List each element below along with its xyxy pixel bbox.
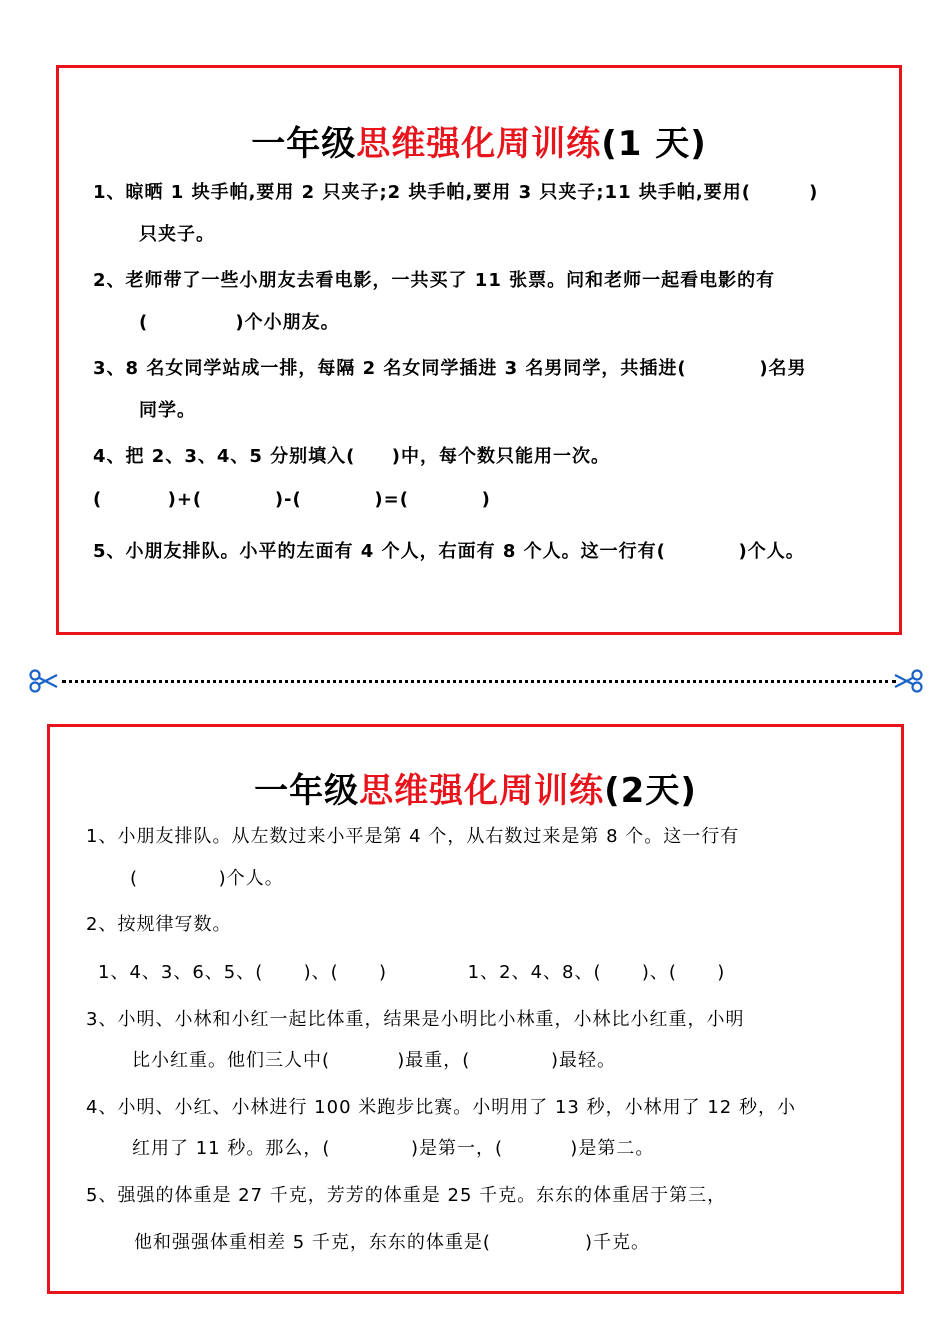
title-prefix: 一年级 (254, 771, 360, 811)
question-4-line-1: 4、小明、小红、小林进行 100 米跑步比赛。小明用了 13 秒，小林用了 12 秒，小 (86, 1097, 796, 1118)
question-2-sequences: 1、4、3、6、5、( )、( ) 1、2、4、8、( )、( ) (98, 962, 726, 983)
worksheet-title (59, 116, 899, 165)
question-2-line-1: 2、按规律写数。 (86, 914, 232, 935)
question-1-line-1: 1、晾晒 1 块手帕,要用 2 只夹子;2 块手帕,要用 3 只夹子;11 块手帕,要用( ) (93, 182, 819, 203)
title-highlight: 思维强化周训练 (356, 124, 602, 164)
question-5-line-2: 他和强强体重相差 5 千克，东东的体重是( )千克。 (134, 1232, 651, 1253)
question-4-equation: ( )+( )-( )=( ) (93, 489, 491, 510)
question-5-line-1: 5、小朋友排队。小平的左面有 4 个人，右面有 8 个人。这一行有( )个人。 (93, 541, 805, 562)
title-prefix: 一年级 (251, 124, 357, 164)
title-highlight: 思维强化周训练 (359, 771, 605, 811)
worksheet-day-2 (47, 724, 904, 1294)
question-4-line-1: 4、把 2、3、4、5 分别填入( )中，每个数只能用一次。 (93, 446, 610, 467)
question-2-line-2: ( )个小朋友。 (139, 312, 340, 333)
question-5-line-1: 5、强强的体重是 27 千克，芳芳的体重是 25 千克。东东的体重居于第三， (86, 1185, 727, 1206)
question-2-line-1: 2、老师带了一些小朋友去看电影，一共买了 11 张票。问和老师一起看电影的有 (93, 270, 776, 291)
question-3-line-1: 3、8 名女同学站成一排，每隔 2 名女同学插进 3 名男同学，共插进( )名男 (93, 358, 807, 379)
question-4-line-2: 红用了 11 秒。那么，( )是第一，( )是第二。 (132, 1138, 655, 1159)
title-suffix: (2天) (604, 771, 697, 811)
question-1-line-2: ( )个人。 (130, 868, 284, 889)
title-suffix: (1 天) (601, 124, 707, 164)
question-1-line-1: 1、小朋友排队。从左数过来小平是第 4 个，从右数过来是第 8 个。这一行有 (86, 826, 740, 847)
scissors-icon (28, 668, 58, 694)
worksheet-title (50, 763, 901, 812)
cut-line-divider (62, 680, 896, 683)
question-3-line-1: 3、小明、小林和小红一起比体重，结果是小明比小林重，小林比小红重，小明 (86, 1009, 745, 1030)
worksheet-day-1 (56, 65, 902, 635)
question-3-line-2: 比小红重。他们三人中( )最重，( )最轻。 (132, 1050, 616, 1071)
scissors-icon (894, 668, 924, 694)
question-1-line-2: 只夹子。 (139, 224, 215, 245)
question-3-line-2: 同学。 (139, 400, 196, 421)
